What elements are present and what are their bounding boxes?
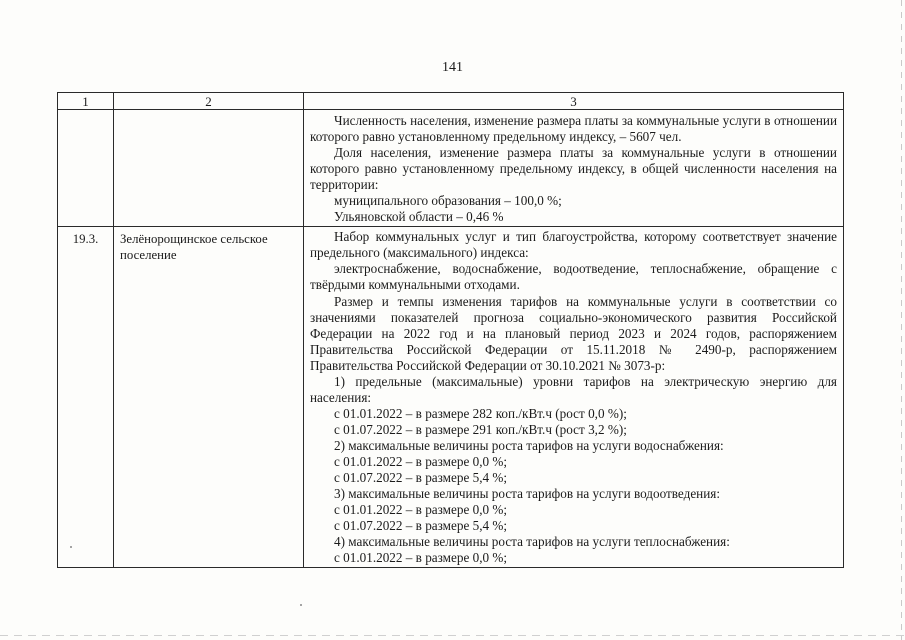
description-cell <box>304 227 844 568</box>
paragraph: с 01.01.2022 – в размере 0,0 %; <box>334 502 508 518</box>
settlement-name-cell <box>114 110 304 227</box>
table-row <box>58 227 844 568</box>
paragraph: с 01.01.2022 – в размере 0,0 %; <box>334 453 508 469</box>
paragraph: Доля населения, изменение размера платы за коммунальные услуги в отношении которого равно установленному предельному индексу, в общей численности населения на территории: <box>310 145 837 193</box>
paragraph: 2) максимальные величины роста тарифов на услуги водоснабжения: <box>334 437 724 453</box>
page-number: 141 <box>442 60 463 75</box>
tariff-table <box>57 92 844 568</box>
paragraph: 4) максимальные величины роста тарифов на услуги теплоснабжения: <box>334 534 730 550</box>
header-col-1: 1 <box>58 93 114 110</box>
table-row <box>58 110 844 227</box>
paragraph: с 01.01.2022 – в размере 282 коп./кВт.ч (рост 0,0 %); <box>334 405 627 421</box>
header-col-2: 2 <box>114 93 304 110</box>
paragraph: электроснабжение, водоснабжение, водоотведение, теплоснабжение, обращение с твёрдыми коммунальными отходами. <box>310 261 837 293</box>
paragraph: 1) предельные (максимальные) уровни тарифов на электрическую энергию для населения: <box>310 373 837 405</box>
description-cell <box>304 110 844 227</box>
paragraph: Численность населения, изменение размера платы за коммунальные услуги в отношении которого равно установленному предельному индексу, – 5607 чел. <box>310 113 837 145</box>
paragraph: 3) максимальные величины роста тарифов на услуги водоотведения: <box>334 486 721 502</box>
scan-edge-right <box>901 0 902 640</box>
paragraph: с 01.07.2022 – в размере 5,4 %; <box>334 470 508 486</box>
scan-speck <box>70 546 72 548</box>
header-col-3: 3 <box>304 93 844 110</box>
table-header <box>58 93 844 110</box>
row-number-cell <box>58 110 114 227</box>
paragraph: Набор коммунальных услуг и тип благоустройства, которому соответствует значение предельного (максимального) индекса: <box>310 229 837 261</box>
row-number-cell: 19.3. <box>58 227 114 568</box>
paragraph: с 01.07.2022 – в размере 291 коп./кВт.ч (рост 3,2 %); <box>334 421 627 437</box>
paragraph: Ульяновской области – 0,46 % <box>334 209 504 225</box>
scan-speck <box>300 604 302 606</box>
paragraph: Размер и темпы изменения тарифов на коммунальные услуги в соответствии со значениями показателей прогноза социально-экономического развития Российской Федерации на 2022 год и на плановый период 2023 и 2024 годов, распоряжением Правительства Российской Федерации от 15.11.2018 № 2490-р, распоряжением Правительства Российской Федерации от 30.10.2021 № 3073-р: <box>310 293 837 373</box>
settlement-name-cell: Зелёнорощинское сельское поселение <box>114 227 304 568</box>
paragraph: с 01.01.2022 – в размере 0,0 %; <box>334 550 508 566</box>
paragraph: муниципального образования – 100,0 %; <box>334 193 562 209</box>
paragraph: с 01.07.2022 – в размере 5,4 %; <box>334 518 508 534</box>
scan-edge-bottom <box>0 635 905 636</box>
